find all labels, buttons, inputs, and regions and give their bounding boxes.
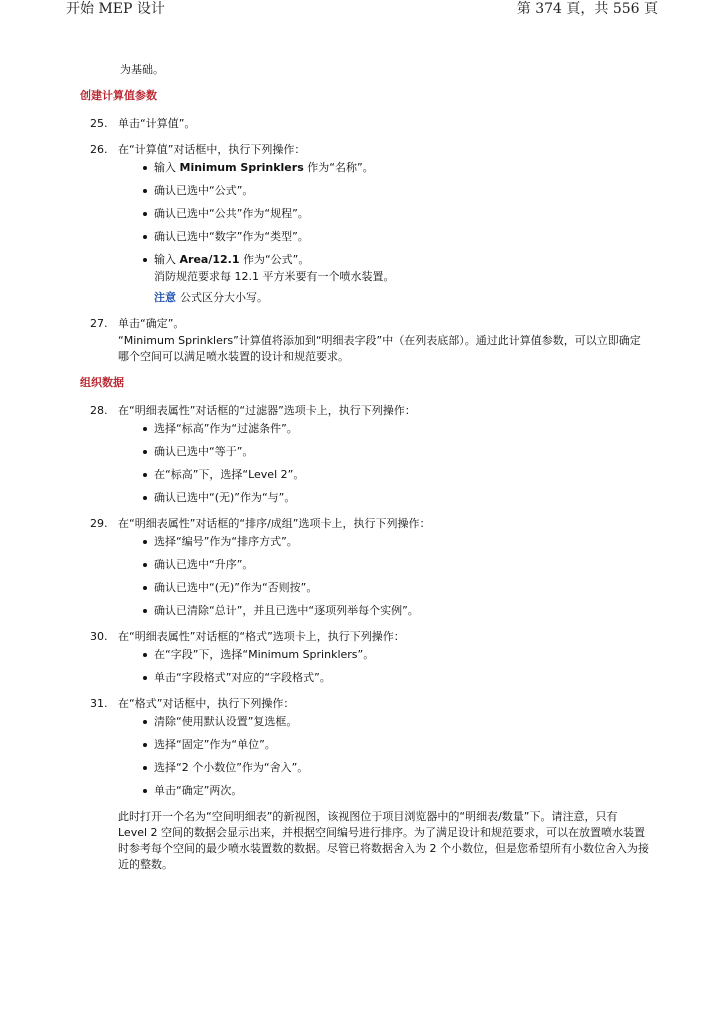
step-26: [80, 142, 650, 306]
note-text: 公式区分大小写。: [180, 291, 268, 304]
step-text: 在“明细表属性”对话框的“过滤器”选项卡上，执行下列操作：: [118, 404, 416, 417]
step-number: 26.: [90, 143, 108, 156]
bullet-icon: [143, 789, 147, 793]
text: 单击“字段格式”对应的“字段格式”。: [154, 671, 331, 684]
substep: [118, 737, 650, 753]
substep: [118, 534, 650, 550]
substeps: [118, 421, 650, 506]
substep: [118, 183, 650, 199]
text: 清除“使用默认设置”复选框。: [154, 715, 298, 728]
step-text: 在“明细表属性”对话框的“排序/成组”选项卡上，执行下列操作：: [118, 517, 431, 530]
substep: [118, 206, 650, 222]
substep: [118, 557, 650, 573]
text: 确认已选中“(无)”作为“与”。: [154, 491, 296, 504]
bullet-icon: [143, 540, 147, 544]
bold-term: Area/12.1: [179, 253, 240, 266]
substep: [118, 421, 650, 437]
text: 确认已选中“数字”作为“类型”。: [154, 230, 309, 243]
page-number: 第 374 頁，共 556 頁: [516, 1, 658, 17]
bullet-icon: [143, 766, 147, 770]
substeps: [118, 647, 650, 686]
substeps: [118, 714, 650, 799]
substeps: [118, 160, 650, 306]
bullet-icon: [143, 563, 147, 567]
bullet-icon: [143, 427, 147, 431]
substep: [118, 670, 650, 686]
header-left-title: 开始 MEP 设计: [66, 1, 165, 17]
bullet-icon: [143, 496, 147, 500]
text: 选择“2 个小数位”作为“舍入”。: [154, 761, 309, 774]
steps-calc: [80, 116, 650, 365]
note: [154, 290, 650, 306]
text: 输入: [154, 253, 180, 266]
step-text: 在“明细表属性”对话框的“格式”选项卡上，执行下列操作：: [118, 630, 405, 643]
text: 确认已选中“(无)”作为“否则按”。: [154, 581, 318, 594]
substep: [118, 252, 650, 306]
closing-paragraph: 此时打开一个名为“空间明细表”的新视图，该视图位于项目浏览器中的“明细表/数量”下。请注意，只有 Level 2 空间的数据会显示出来，并根据空间编号进行排序。为了满足设计和规范要求，可以在放置喷水装置时参考每个空间的最少喷水装置数的数据。尽管已将数据舍入为 2 个小数位，但是您希望所有小数位舍入为接近的整数。: [118, 810, 649, 871]
step-continuation: “Minimum Sprinklers”计算值将添加到“明细表字段”中（在列表底部）。通过此计算值参数，可以立即确定哪个空间可以满足喷水装置的设计和规范要求。: [118, 334, 641, 363]
substep: [118, 160, 650, 176]
substep: [118, 760, 650, 776]
section-heading-calc: 创建计算值参数: [80, 89, 157, 102]
step-30: [80, 629, 650, 686]
step-31: [80, 696, 650, 799]
bullet-icon: [143, 473, 147, 477]
step-27: [80, 316, 650, 365]
bold-term: Minimum Sprinklers: [179, 161, 304, 174]
bullet-icon: [143, 450, 147, 454]
text: 选择“标高”作为“过滤条件”。: [154, 422, 298, 435]
step-text: 单击“确定”。: [118, 317, 185, 330]
bullet-icon: [143, 166, 147, 170]
step-number: 28.: [90, 404, 108, 417]
step-number: 29.: [90, 517, 108, 530]
text: 作为“名称”。: [303, 161, 374, 174]
bullet-icon: [143, 235, 147, 239]
document-body: [80, 56, 650, 873]
text: 在“字段”下，选择“Minimum Sprinklers”。: [154, 648, 375, 661]
section-heading-organize: 组织数据: [80, 376, 124, 389]
text: 在“标高”下，选择“Level 2”。: [154, 468, 305, 481]
substep: [118, 467, 650, 483]
intro-fragment: 为基础。: [120, 63, 164, 76]
bullet-icon: [143, 189, 147, 193]
substep: [118, 229, 650, 245]
substep: [118, 580, 650, 596]
step-number: 30.: [90, 630, 108, 643]
text: 确认已清除“总计”，并且已选中“逐项列举每个实例”。: [154, 604, 419, 617]
step-25: [80, 116, 650, 132]
step-text: 在“格式”对话框中，执行下列操作：: [118, 697, 295, 710]
text: 选择“固定”作为“单位”。: [154, 738, 276, 751]
step-number: 25.: [90, 117, 108, 130]
bullet-icon: [143, 586, 147, 590]
bullet-icon: [143, 743, 147, 747]
substep: [118, 647, 650, 663]
text: 确认已选中“公式”。: [154, 184, 254, 197]
step-number: 31.: [90, 697, 108, 710]
bullet-icon: [143, 676, 147, 680]
substep-explanation: 消防规范要求每 12.1 平方米要有一个喷水装置。: [154, 270, 395, 283]
step-29: [80, 516, 650, 619]
bullet-icon: [143, 258, 147, 262]
substep: [118, 490, 650, 506]
bullet-icon: [143, 609, 147, 613]
note-label: 注意: [154, 291, 176, 304]
text: 确认已选中“等于”。: [154, 445, 254, 458]
text: 输入: [154, 161, 180, 174]
substep: [118, 603, 650, 619]
step-text: 单击“计算值”。: [118, 117, 196, 130]
step-number: 27.: [90, 317, 108, 330]
step-28: [80, 403, 650, 506]
step-text: 在“计算值”对话框中，执行下列操作：: [118, 143, 306, 156]
text: 确认已选中“升序”。: [154, 558, 254, 571]
substep: [118, 783, 650, 799]
substeps: [118, 534, 650, 619]
bullet-icon: [143, 212, 147, 216]
text: 作为“公式”。: [239, 253, 310, 266]
steps-organize: [80, 403, 650, 799]
text: 确认已选中“公共”作为“规程”。: [154, 207, 309, 220]
text: 选择“编号”作为“排序方式”。: [154, 535, 298, 548]
bullet-icon: [143, 653, 147, 657]
substep: [118, 714, 650, 730]
bullet-icon: [143, 720, 147, 724]
substep: [118, 444, 650, 460]
text: 单击“确定”两次。: [154, 784, 243, 797]
